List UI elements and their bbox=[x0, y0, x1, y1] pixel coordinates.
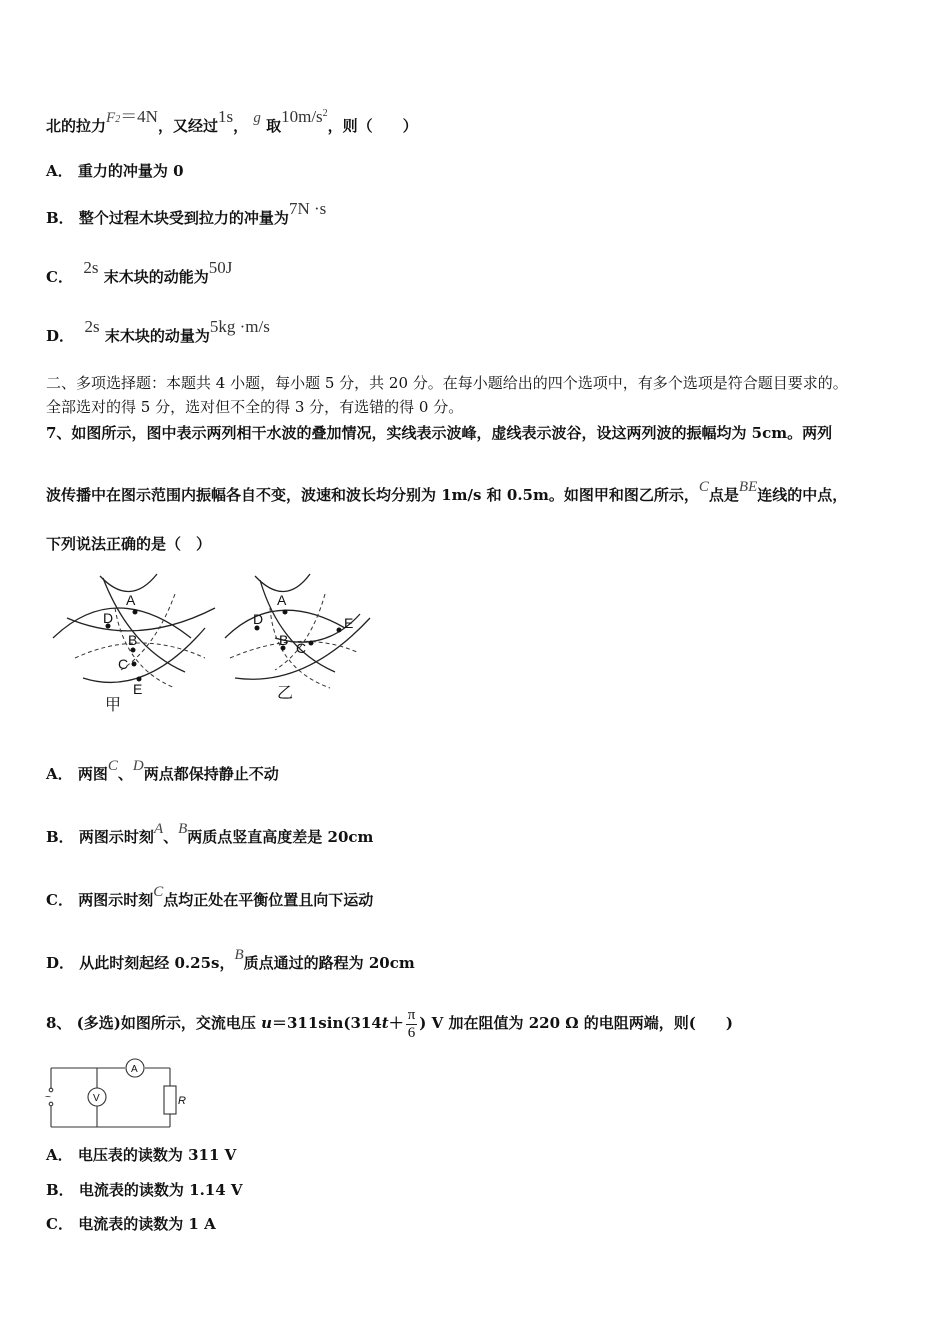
crest-line bbox=[260, 580, 335, 672]
voltmeter-label: V bbox=[93, 1093, 100, 1104]
q7-option-b: B． 两图示时刻A、B两质点竖直高度差是 20cm bbox=[46, 821, 374, 846]
q6-option-a: A． 重力的冲量为 0 bbox=[46, 162, 184, 180]
q7-stem-line3: 下列说法正确的是（ ） bbox=[46, 535, 212, 553]
point-c bbox=[309, 641, 314, 646]
wave-interference-figure bbox=[45, 568, 375, 718]
resistor-label: R bbox=[178, 1095, 186, 1107]
ammeter-label: A bbox=[131, 1064, 138, 1075]
trough-line bbox=[75, 643, 205, 658]
q8-option-b: B． 电流表的读数为 1.14 V bbox=[46, 1181, 243, 1199]
q8-option-c: C． 电流表的读数为 1 A bbox=[46, 1215, 216, 1233]
label-e: E bbox=[133, 681, 143, 697]
q6-option-d: D． 2s 末木块的动量为5kg ·m/s bbox=[46, 317, 270, 345]
q8-option-a: A． 电压表的读数为 311 V bbox=[46, 1146, 237, 1164]
caption-yi: 乙 bbox=[277, 685, 294, 702]
point-a bbox=[283, 610, 288, 615]
q7-option-c: C． 两图示时刻C点均正处在平衡位置且向下运动 bbox=[46, 884, 374, 909]
label-a: A bbox=[126, 592, 136, 608]
q7-stem-line1: 7、如图所示，图中表示两列相干水波的叠加情况，实线表示波峰，虚线表示波谷，设这两列波的振幅均为 5cm。两列 bbox=[46, 424, 833, 442]
label-a: A bbox=[277, 592, 287, 608]
label-e: E bbox=[344, 615, 354, 631]
section-2-instructions-line1: 二、多项选择题：本题共 4 小题，每小题 5 分，共 20 分。在每小题给出的四个选项中，有多个选项是符合题目要求的。 bbox=[46, 374, 848, 392]
point-e bbox=[337, 628, 342, 633]
ac-circuit-diagram bbox=[45, 1054, 195, 1134]
point-c bbox=[132, 662, 137, 667]
force-symbol: F2 bbox=[106, 110, 121, 126]
point-a bbox=[133, 610, 138, 615]
label-c: C bbox=[118, 656, 129, 672]
section-2-instructions-line2: 全部选对的得 5 分，选对但不全的得 3 分，有选错的得 0 分。 bbox=[46, 398, 464, 416]
question-6-stem-tail: 北的拉力F2＝4N，又经过1s， g 取$10m/s^2$，则（ ） bbox=[46, 107, 418, 135]
crest-line bbox=[100, 574, 157, 592]
q6-option-c: C． 2s 末木块的动能为50J bbox=[46, 258, 233, 286]
label-d: D bbox=[253, 611, 264, 627]
crest-line bbox=[53, 608, 191, 638]
point-b bbox=[131, 648, 136, 653]
label-b: B bbox=[128, 632, 138, 648]
pi-over-six-fraction: $\frac{\pi}{6}$ bbox=[407, 1006, 416, 1041]
label-d: D bbox=[103, 610, 114, 626]
trough-line bbox=[230, 641, 357, 658]
label-c: C bbox=[296, 640, 307, 656]
q8-stem: 8、 (多选)如图所示，交流电压 u＝311sin(314t＋ $\frac{\pi}{6}$ ) V 加在阻值为 220 Ω 的电阻两端，则( ) bbox=[46, 1006, 734, 1041]
ac-source-symbol: ~ bbox=[45, 1092, 51, 1103]
q7-option-d: D． 从此时刻起经 0.25s，B质点通过的路程为 20cm bbox=[46, 947, 415, 972]
caption-jia: 甲 bbox=[105, 697, 122, 714]
label-b: B bbox=[279, 632, 289, 648]
crest-line bbox=[83, 628, 205, 682]
resistor bbox=[164, 1086, 176, 1114]
q6-option-b: B． 整个过程木块受到拉力的冲量为7N ·s bbox=[46, 199, 327, 227]
q7-stem-line2: 波传播中在图示范围内振幅各自不变，波速和波长均分别为 1m/s 和 0.5m。如图甲和图乙所示，C点是BE连线的中点， bbox=[46, 479, 848, 504]
q7-option-a: A． 两图C、D两点都保持静止不动 bbox=[46, 758, 279, 783]
